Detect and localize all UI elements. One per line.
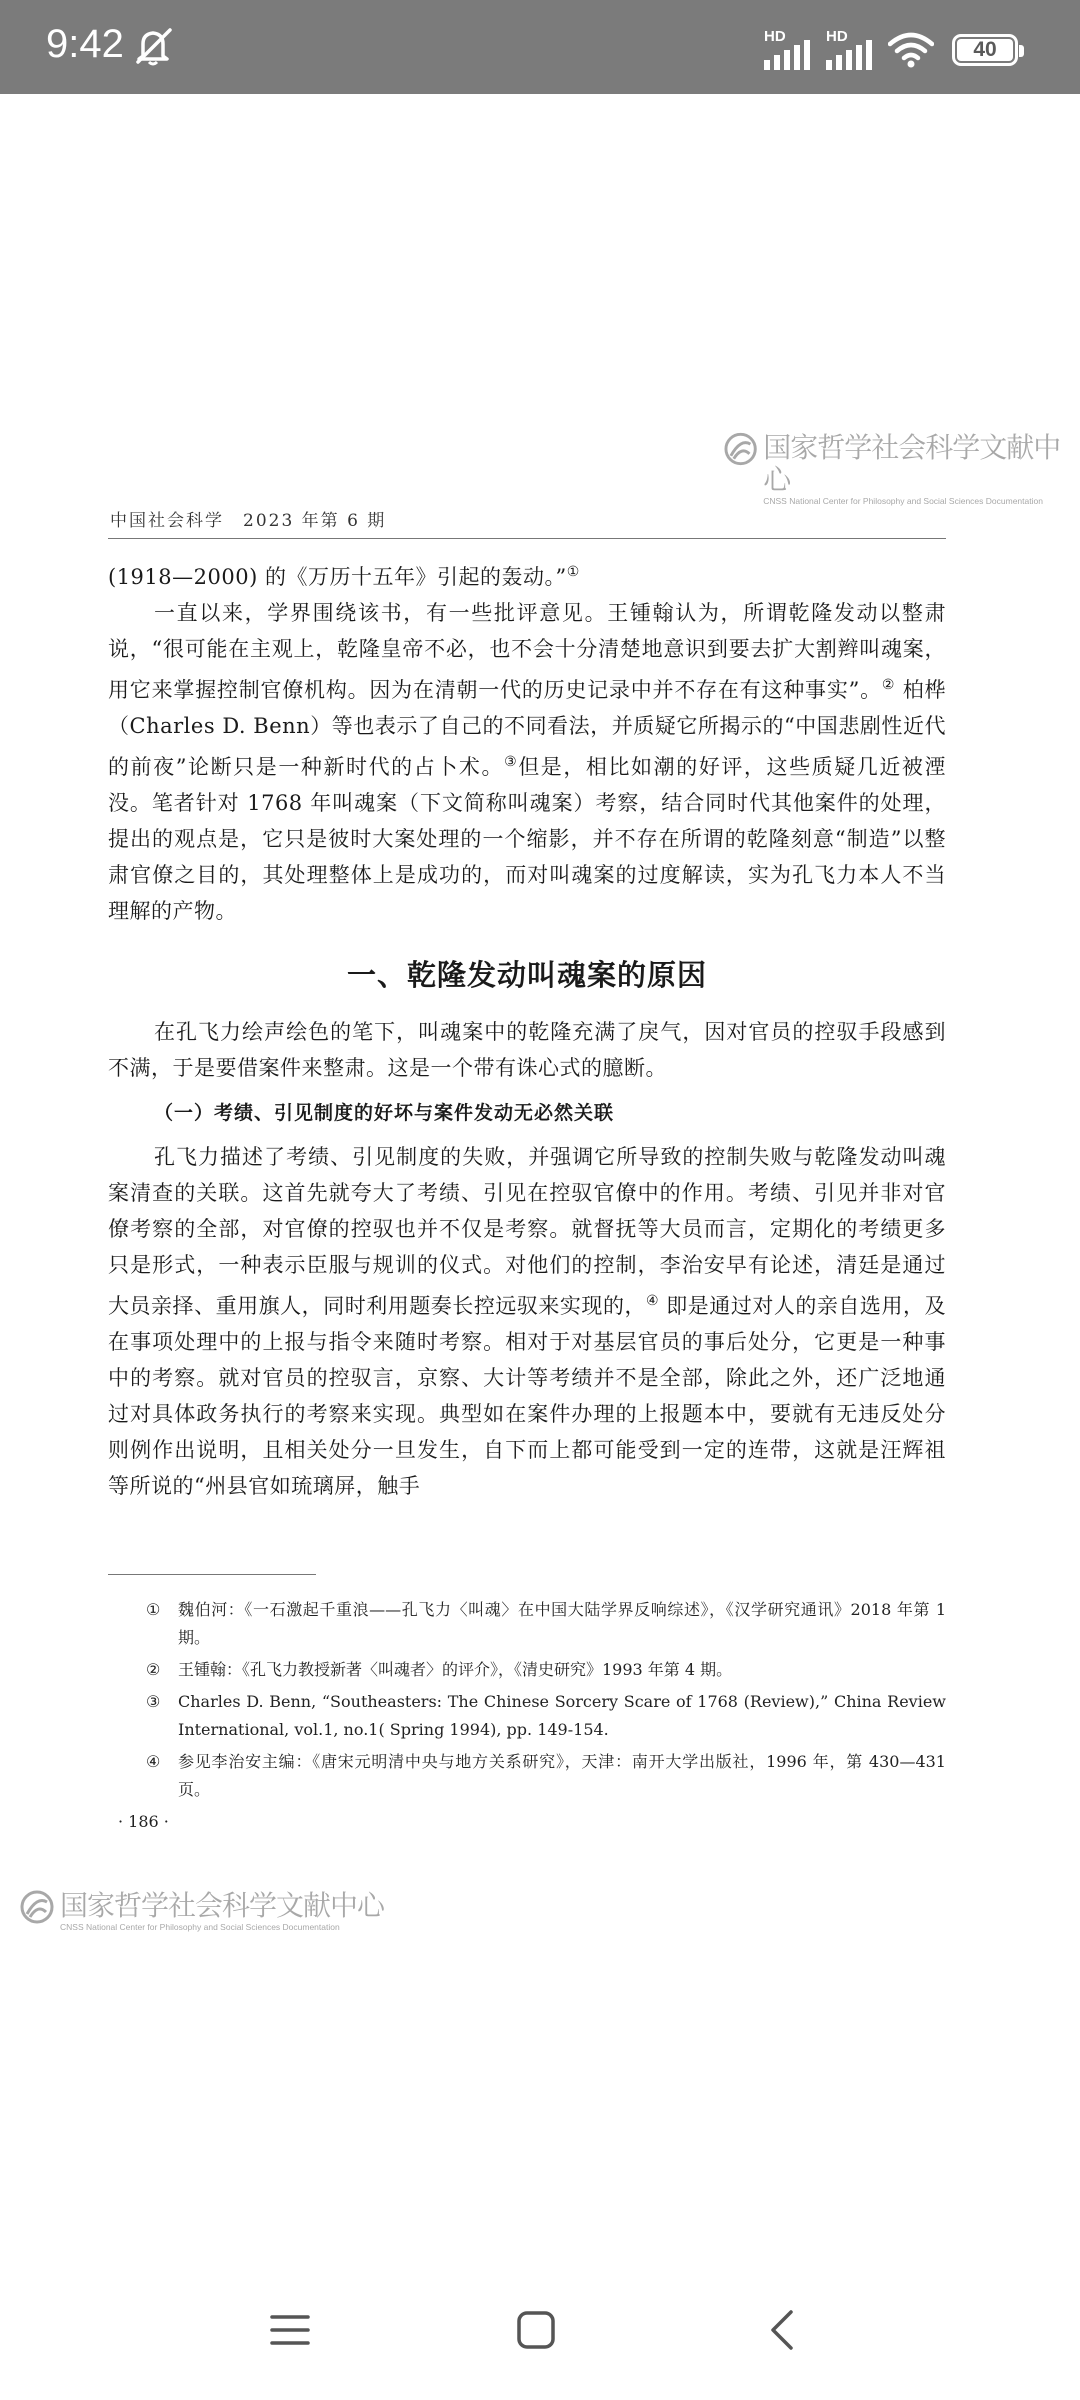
home-button[interactable]: [496, 2290, 576, 2370]
page-number: · 186 ·: [118, 1812, 169, 1831]
footnote-ref[interactable]: ③: [504, 754, 519, 770]
mute-icon: [132, 26, 178, 66]
cnss-logo-icon: [724, 432, 757, 466]
header-divider: [108, 538, 946, 539]
footnote-text: 王锺翰：《孔飞力教授新著〈叫魂者〉的评介》，《清史研究》1993 年第 4 期。: [178, 1660, 733, 1679]
wifi-icon: [888, 32, 934, 68]
paragraph: 孔飞力描述了考绩、引见制度的失败，并强调它所导致的控制失败与乾隆发动叫魂案清查的关联。这首先就夸大了考绩、引见在控驭官僚中的作用。考绩、引见并非对官僚考察的全部，对官僚的控驭也并不仅是考察。就督抚等大员而言，定期化的考绩更多只是形式，一种表示臣服与规训的仪式。对他们的控制，李治安早有论述，清廷是通过大员亲择、重用旗人，同时利用题奏长控远驭来实现的，④ 即是通过对人的亲自选用，及在事项处理中的上报与指令来随时考察。相对于对基层官员的事后处分，它更是一种事中的考察。就对官员的控驭言，京察、大计等考绩并不是全部，除此之外，还广泛地通过对具体政务执行的考察来实现。典型如在案件办理的上报题本中，要就有无违反处分则例作出说明，且相关处分一旦发生，自下而上都可能受到一定的连带，这就是汪辉祖等所说的“州县官如琉璃屏，触手: [108, 1145, 946, 1498]
footnote-text: Charles D. Benn, “Southeasters: The Chinese Sorcery Scare of 1768 (Review),” China Review International, vol.1, no.1( Spring 1994), pp. 149-154.: [178, 1692, 946, 1739]
watermark-name-cn: 国家哲学社会科学文献中心: [60, 1889, 385, 1922]
battery-icon: [952, 34, 1018, 66]
back-button[interactable]: [742, 2290, 822, 2370]
subsection-title: （一）考绩、引见制度的好坏与案件发动无必然关联: [154, 1102, 615, 1124]
recent-apps-button[interactable]: [250, 2290, 330, 2370]
footnote-text: 参见李治安主编：《唐宋元明清中央与地方关系研究》，天津：南开大学出版社，1996 年，第 430—431 页。: [178, 1752, 946, 1799]
watermark-name-en: CNSS National Center for Philosophy and Social Sciences Documentation: [60, 1922, 340, 1932]
watermark-name-en: CNSS National Center for Philosophy and Social Sciences Documentation: [763, 496, 1043, 506]
footnotes: [108, 1596, 946, 1808]
status-time: 9:42: [46, 22, 124, 66]
back-icon: [767, 2308, 797, 2352]
watermark: [20, 1890, 384, 1932]
journal-header: 中国社会科学 2023 年第 6 期: [110, 511, 387, 531]
section-title: 一、乾隆发动叫魂案的原因: [346, 958, 707, 992]
footnote-ref[interactable]: ①: [566, 564, 580, 580]
footnote-mark: ④: [146, 1752, 161, 1771]
status-bar: 9:42 HD HD 40: [0, 0, 1080, 94]
article-body: [108, 554, 946, 1504]
footnote-ref[interactable]: ②: [881, 677, 896, 693]
footnote-divider: [108, 1574, 316, 1575]
watermark: [724, 432, 1080, 506]
footnote-text: 魏伯河：《一石激起千重浪——孔飞力〈叫魂〉在中国大陆学界反响综述》，《汉学研究通讯》2018 年第 1 期。: [178, 1600, 946, 1647]
footnote: [108, 1748, 946, 1804]
cnss-logo-icon: [20, 1890, 54, 1924]
footnote: [108, 1688, 946, 1744]
paragraph: (1918—2000) 的《万历十五年》引起的轰动。”①: [108, 564, 580, 589]
home-icon: [516, 2310, 556, 2350]
footnote-mark: ①: [146, 1600, 161, 1619]
menu-icon: [268, 2312, 312, 2348]
watermark-name-cn: 国家哲学社会科学文献中心: [763, 431, 1061, 496]
footnote-ref[interactable]: ④: [645, 1293, 660, 1309]
footnote: [108, 1656, 946, 1684]
battery-level: 40: [973, 38, 997, 61]
footnote-mark: ③: [146, 1692, 161, 1711]
paragraph: 在孔飞力绘声绘色的笔下，叫魂案中的乾隆充满了戾气，因对官员的控驭手段感到不满，于是要借案件来整肃。这是一个带有诛心式的臆断。: [108, 1020, 946, 1080]
footnote-mark: ②: [146, 1660, 161, 1679]
footnote: [108, 1596, 946, 1652]
paragraph: 一直以来，学界围绕该书，有一些批评意见。王锺翰认为，所谓乾隆发动以整肃说，“很可能在主观上，乾隆皇帝不必，也不会十分清楚地意识到要去扩大割辫叫魂案，用它来掌握控制官僚机构。因为在清朝一代的历史记录中并不存在有这种事实”。② 柏桦（Charles D. Benn）等也表示了自己的不同看法，并质疑它所揭示的“中国悲剧性近代的前夜”论断只是一种新时代的占卜术。③但是，相比如潮的好评，这些质疑几近被湮没。笔者针对 1768 年叫魂案（下文简称叫魂案）考察，结合同时代其他案件的处理，提出的观点是，它只是彼时大案处理的一个缩影，并不存在所谓的乾隆刻意“制造”以整肃官僚之目的，其处理整体上是成功的，而对叫魂案的过度解读，实为孔飞力本人不当理解的产物。: [108, 601, 947, 923]
